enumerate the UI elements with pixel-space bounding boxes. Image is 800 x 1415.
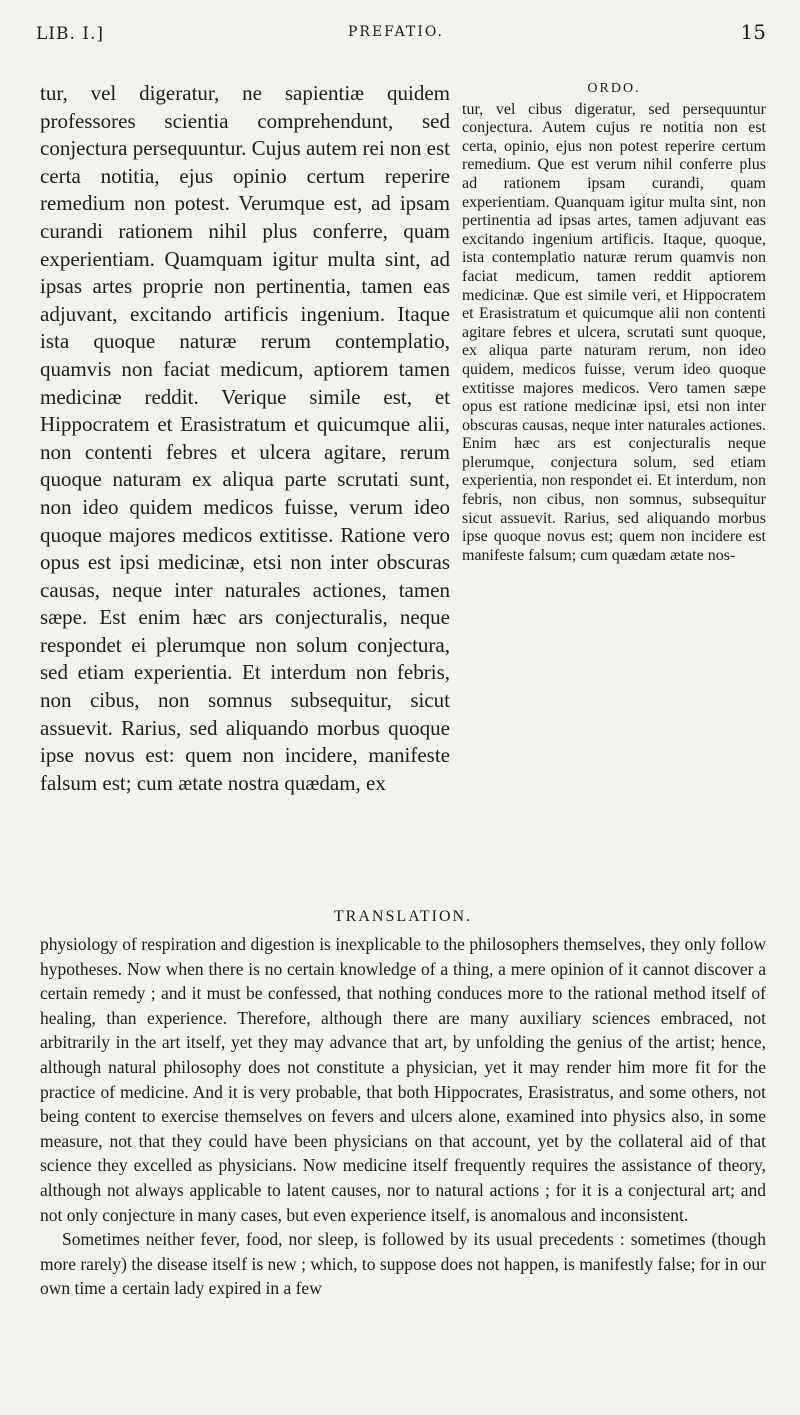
translation-paragraph-2: Sometimes neither fever, food, nor sleep, is followed by its usual precedents : sometimes (though more rarely) the disease itself is new ; which, to suppose does not happen, is manifestly false; for in our own time a certain lady expired in a few [40,1229,766,1299]
translation-section [40,908,766,1301]
running-head [36,18,766,48]
page-number: 15 [740,20,766,44]
book-section-label: LIB. I.] [36,24,105,44]
ordo-paragraph: tur, vel cibus digeratur, sed persequuntur conjectura. Autem cujus re notitia non est certa, opinio, ejus non potest reperire certum remedium. Que est verum nihil conferre plus ad rationem ipsam curandi, quam experientiam. Quanquam igitur multa sint, non pertinentia ad ipsas artes, tamen adjuvant eas excitando ingenium artificis. Itaque, quoque, ista contemplatio naturæ rerum quamvis non faciat medicum, tamen reddit aptiorem medicinæ. Que est simile veri, et Hippocratem et Erasistratum et quicumque alii non contenti agitare febres et ulcera, scrutati sunt quoque, ex aliqua parte naturam rerum, non ideo quidem, medicos fuisse, verum ideo quoque extitisse majores medicos. Vero tamen sæpe opus est ratione medicinæ ipsi, etsi non inter obscuras causas, neque inter naturales actiones. Enim hæc ars est conjecturalis neque plerumque, conjectura solum, sed etiam experientia, non respondet ei. Et interdum, non febris, non cibus, non somnus, subsequitur sicut assuevit. Rarius, sed aliquando morbus ipse quoque novus est; quem non incidere est manifeste falsum; cum quædam ætate nos- [462,100,766,564]
translation-paragraph-1: physiology of respiration and digestion is inexplicable to the philosophers themselves, they only follow hypotheses. Now when there is no certain knowledge of a thing, a mere opinion of it cannot discover a certain remedy ; and it must be confessed, that nothing conduces more to the rational method itself of healing, than experience. Therefore, although there are many auxiliary sciences embraced, not arbitrarily in the art itself, yet they may advance that art, by unfolding the genius of the artist; hence, although natural philosophy does not constitute a physician, yet it may render him more fit for the practice of medicine. And it is very probable, that both Hippocrates, Erasistratus, and some others, not being content to exercise themselves on fevers and ulcers alone, examined into physics also, in some measure, not that they could have been physicians on that account, yet by the collateral aid of that science they excelled as physicians. Now medicine itself frequently requires the assistance of theory, although not always applicable to latent causes, nor to natural actions ; for it is a conjectural art; and not only conjecture in many cases, but even experience itself, is anomalous and inconsistent. [40,934,766,1225]
translation-heading: TRANSLATION. [333,908,473,925]
latin-paragraph: tur, vel digeratur, ne sapientiæ quidem professores scientia comprehendunt, sed conjectura persequuntur. Cujus autem rei non est certa notitia, ejus opinio certum reperire remedium non potest. Verumque est, ad ipsam curandi rationem nihil plus conferre, quam experientiam. Quamquam igitur multa sint, ad ipsas artes proprie non pertinentia, tamen eas adjuvant, excitando artificis ingenium. Itaque ista quoque naturæ rerum contemplatio, quamvis non faciat medicum, aptiorem tamen medicinæ reddit. Verique simile est, et Hippocratem et Erasistratum et quicumque alii, non contenti febres et ulcera agitare, rerum quoque naturam ex aliqua parte scrutati sunt, non ideo quidem medicos fuisse, verum ideo quoque majores medicos extitisse. Ratione vero opus est ipsi medicinæ, etsi non inter obscuras causas, neque inter naturales actiones, tamen sæpe. Est enim hæc ars conjecturalis, neque respondet ei plerumque non solum conjectura, sed etiam experientia. Et interdum non febris, non cibus, non somnus subsequitur, sicut assuevit. Rarius, sed aliquando morbus quoque ipse novus est: quem non incidere, manifeste falsum est; cum ætate nostra quædam, ex [40,81,450,795]
ordo-column [462,80,766,565]
latin-text-column [40,80,450,797]
ordo-heading: ORDO. [587,81,641,96]
running-title: PREFATIO. [348,24,444,40]
